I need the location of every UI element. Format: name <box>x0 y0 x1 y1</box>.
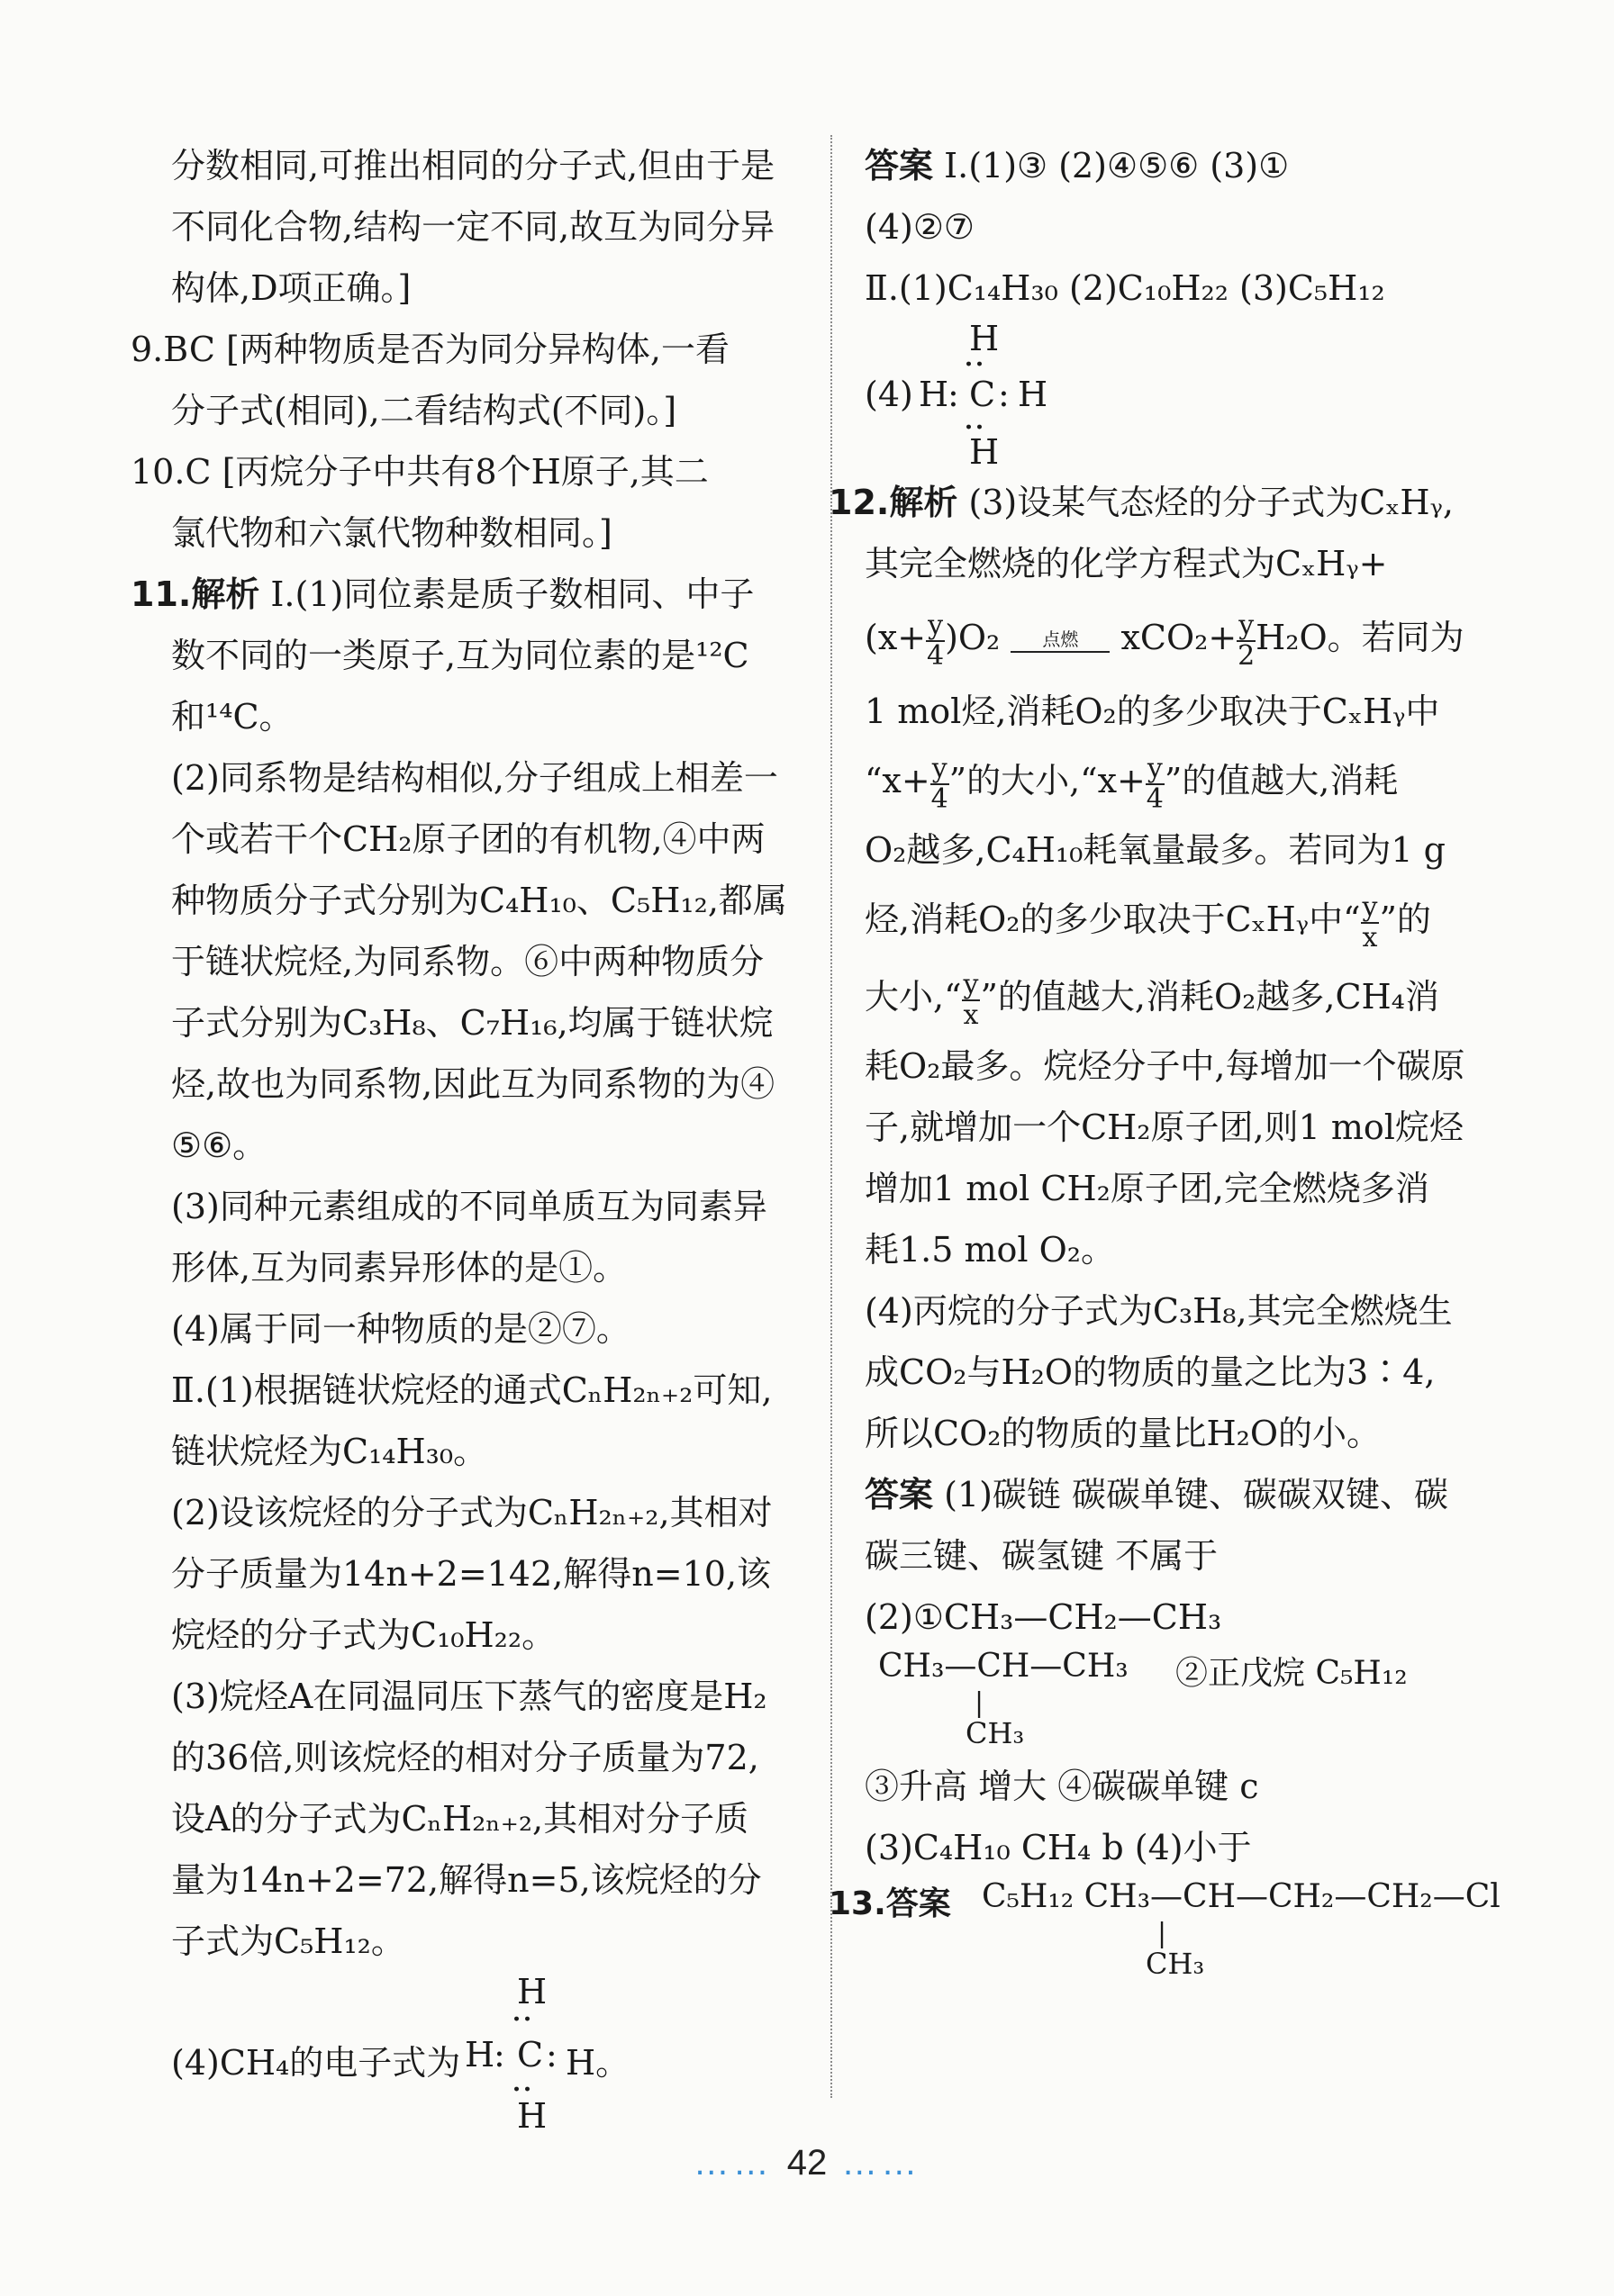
answer-11 <box>865 135 1495 196</box>
arrow-condition: 点燃 <box>1042 628 1079 650</box>
text-line: 不同化合物,结构一定不同,故互为同分异 <box>171 207 775 247</box>
text-line: 于链状烷烃,为同系物。⑥中两种物质分 <box>171 942 765 981</box>
text-span: 烃,消耗O₂的多少取决于CₓHᵧ中“ <box>865 899 1361 939</box>
text-span: Ⅰ.(1)同位素是质子数相同、中子 <box>270 574 755 614</box>
denominator: 4 <box>1146 782 1164 815</box>
text-line: 耗O₂最多。烷烃分子中,每增加一个碳原 <box>865 1046 1465 1086</box>
answer-12 <box>865 1464 1495 1525</box>
text-span: (4)CH₄的电子式为 <box>171 2043 461 2083</box>
text-span: ”的值越大,消耗O₂越多,CH₄消 <box>980 977 1439 1017</box>
text-line <box>865 881 1495 958</box>
lewis-h-bottom: H <box>969 432 1000 472</box>
numerator: y <box>963 968 979 1000</box>
column-divider <box>830 135 832 2098</box>
fraction-y-over-x <box>1361 890 1380 954</box>
denominator: 4 <box>930 782 948 815</box>
denominator: 2 <box>1238 639 1256 672</box>
fraction-y-over-4 <box>926 611 945 671</box>
lewis-h-left: H <box>919 375 949 414</box>
question-12 <box>829 472 1495 533</box>
lewis-h-top: H <box>517 1972 548 2011</box>
text-line: 量为14n+2=72,解得n=5,该烷烃的分 <box>171 1860 762 1900</box>
text-line: 分子式(相同),二看结构式(不同)。] <box>171 391 677 430</box>
chain: C₅H₁₂ CH₃—CH—CH₂—CH₂—Cl <box>982 1878 1501 1915</box>
text-line: 分子质量为14n+2=142,解得n=10,该 <box>171 1554 772 1594</box>
text-line: (4)属于同一种物质的是②⑦。 <box>171 1309 630 1349</box>
text-line: (3)烷烃A在同温同压下蒸气的密度是H₂ <box>171 1677 767 1716</box>
lewis-dots: : <box>506 2083 547 2095</box>
text-line: Ⅱ.(1)根据链状烷烃的通式CₙH₂ₙ₊₂可知, <box>171 1370 773 1410</box>
text-line: 其完全燃烧的化学方程式为CₓHᵧ+ <box>865 544 1388 583</box>
text-line: 种物质分子式分别为C₄H₁₀、C₅H₁₂,都属 <box>171 881 787 920</box>
lewis-c: C <box>517 2035 544 2075</box>
text-line <box>865 742 1495 819</box>
text-line: 碳三键、碳氢键 不属于 <box>865 1536 1219 1576</box>
denominator: x <box>963 999 979 1031</box>
text-line: (3)C₄H₁₀ CH₄ b (4)小于 <box>865 1828 1252 1867</box>
text-line: 形体,互为同素异形体的是①。 <box>171 1248 628 1288</box>
text-line: 所以CO₂的物质的量比H₂O的小。 <box>865 1414 1381 1453</box>
reaction-arrow <box>1011 629 1110 653</box>
bond-line: | <box>975 1687 984 1719</box>
fraction-y-over-4 <box>930 752 949 815</box>
text-line: (2)同系物是结构相似,分子组成上相差一 <box>171 758 778 798</box>
lewis-dots: : <box>506 2012 547 2025</box>
bond-line: | <box>1157 1918 1167 1949</box>
text-line: 设A的分子式为CₙH₂ₙ₊₂,其相对分子质 <box>171 1799 749 1839</box>
combustion-equation <box>865 594 1495 681</box>
question-13 <box>829 1878 1501 1986</box>
text-span: (3)设某气态烃的分子式为CₓHᵧ, <box>968 483 1454 522</box>
denominator: 4 <box>927 639 945 672</box>
analysis-label: 12.解析 <box>829 483 958 522</box>
text-line: ⑤⑥。 <box>171 1125 267 1165</box>
lewis-h-right: H <box>1018 375 1048 414</box>
lewis-h-left: H <box>465 2035 495 2075</box>
text-span: “x+ <box>865 761 930 800</box>
numerator: y <box>1238 609 1255 641</box>
lewis-dots: : <box>546 2035 558 2075</box>
numerator: y <box>1147 752 1163 784</box>
text-line: 耗1.5 mol O₂。 <box>865 1230 1116 1270</box>
numerator: y <box>1362 890 1378 923</box>
answer-label: 答案 <box>865 146 934 185</box>
page-number: 42 <box>786 2143 828 2183</box>
text-line: (2)设该烷烃的分子式为CₙH₂ₙ₊₂,其相对 <box>171 1493 773 1532</box>
text-span: ”的大小,“x+ <box>948 761 1146 800</box>
question-10: 10.C [丙烷分子中共有8个H原子,其二 <box>131 452 709 492</box>
text-line: 数不同的一类原子,互为同位素的是¹²C <box>171 636 749 675</box>
text-line: 的36倍,则该烷烃的相对分子质量为72, <box>171 1738 759 1777</box>
lewis-h-top: H <box>969 319 1000 358</box>
text-line: 个或若干个CH₂原子团的有机物,④中两 <box>171 819 766 859</box>
text-span: (4) <box>865 375 913 414</box>
text-line: 增加1 mol CH₂原子团,完全燃烧多消 <box>865 1169 1429 1208</box>
branch: CH₃ <box>966 1716 1025 1750</box>
branch: CH₃ <box>1146 1947 1205 1981</box>
text-line: 烃,故也为同系物,因此互为同系物的为④ <box>171 1064 775 1104</box>
lewis-dots: : <box>494 2035 505 2075</box>
text-span: Ⅰ.(1)③ (2)④⑤⑥ (3)① <box>944 146 1290 185</box>
text-line: Ⅱ.(1)C₁₄H₃₀ (2)C₁₀H₂₂ (3)C₅H₁₂ <box>865 268 1385 308</box>
footer-dots: …… <box>693 2143 773 2183</box>
text-span: )O₂ <box>945 618 1001 657</box>
isobutane-structure <box>865 1648 1495 1756</box>
text-line: 子式为C₅H₁₂。 <box>171 1921 405 1961</box>
numerator: y <box>928 609 944 641</box>
analysis-label: 11.解析 <box>131 574 260 614</box>
text-line <box>865 958 1495 1035</box>
text-span: (1)碳链 碳碳单键、碳碳双键、碳 <box>944 1475 1449 1514</box>
lewis-dots: : <box>948 375 959 414</box>
right-column <box>829 135 1501 1986</box>
text-line: (3)同种元素组成的不同单质互为同素异 <box>171 1187 767 1226</box>
text-span: ”的 <box>1379 899 1431 939</box>
text-line: 链状烷烃为C₁₄H₃₀。 <box>171 1432 488 1471</box>
text-line: 烷烃的分子式为C₁₀H₂₂。 <box>171 1615 557 1655</box>
text-span: xCO₂+ <box>1120 618 1238 657</box>
fraction-y-over-x <box>962 968 981 1031</box>
lewis-dots: : <box>958 420 999 433</box>
answer-label: 13.答案 <box>829 1885 951 1922</box>
text-line: 分数相同,可推出相同的分子式,但由于是 <box>171 146 775 185</box>
page-footer <box>0 2143 1614 2183</box>
fraction-y-over-2 <box>1237 611 1256 671</box>
lewis-h-bottom: H <box>517 2096 548 2136</box>
text-line: 氯代物和六氯代物种数相同。] <box>171 513 612 553</box>
text-line: (2)①CH₃—CH₂—CH₃ <box>865 1597 1222 1637</box>
text-line: 和¹⁴C。 <box>171 697 294 737</box>
question-11 <box>131 564 802 625</box>
ch4-lewis-structure <box>153 1972 802 2134</box>
text-line: 子,就增加一个CH₂原子团,则1 mol烷烃 <box>865 1107 1464 1147</box>
lewis-dots: : <box>998 375 1010 414</box>
text-line: 成CO₂与H₂O的物质的量之比为3∶4, <box>865 1352 1436 1392</box>
text-line: O₂越多,C₄H₁₀耗氧量最多。若同为1 g <box>865 830 1446 870</box>
text-span: 大小,“ <box>865 977 962 1017</box>
text-line: ③升高 增大 ④碳碳单键 c <box>865 1767 1259 1806</box>
text-line: 子式分别为C₃H₈、C₇H₁₆,均属于链状烷 <box>171 1003 774 1043</box>
footer-dots: …… <box>841 2143 921 2183</box>
denominator: x <box>1362 921 1378 954</box>
question-9: 9.BC [两种物质是否为同分异构体,一看 <box>131 330 730 369</box>
text-span: H₂O。若同为 <box>1256 618 1464 657</box>
text-line: 构体,D项正确。] <box>171 268 412 308</box>
lewis-c: C <box>969 375 996 414</box>
numerator: y <box>931 752 948 784</box>
arrow-line <box>1011 651 1110 653</box>
text-line: 1 mol烃,消耗O₂的多少取决于CₓHᵧ中 <box>865 692 1440 731</box>
text-span: (x+ <box>865 618 927 657</box>
lewis-h-right: H。 <box>566 2043 630 2083</box>
text-span: ”的值越大,消耗 <box>1164 761 1399 800</box>
lewis-structure-answer <box>865 319 1495 472</box>
lewis-dots: : <box>958 357 999 370</box>
text-line: (4)丙烷的分子式为C₃H₈,其完全燃烧生 <box>865 1291 1453 1331</box>
left-column <box>131 135 802 2136</box>
fraction-y-over-4 <box>1146 752 1165 815</box>
text-span: ②正戊烷 C₅H₁₂ <box>1175 1655 1408 1692</box>
answer-label: 答案 <box>865 1475 934 1514</box>
chain: CH₃—CH—CH₃ <box>878 1648 1129 1685</box>
text-line: (4)②⑦ <box>865 207 975 247</box>
